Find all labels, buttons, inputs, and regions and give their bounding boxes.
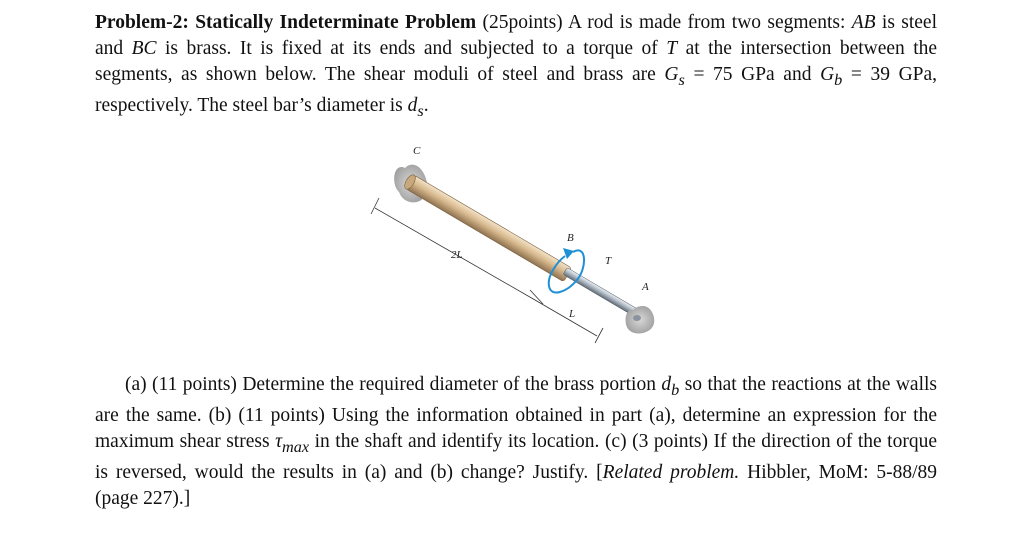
shaft-end-a — [633, 315, 641, 321]
label-a: A — [642, 281, 649, 293]
question-a-tail: so that the reactions at the walls are the same. — [95, 374, 938, 426]
statement-text: is brass. It is fixed at its ends and subjected to a torque of — [165, 38, 658, 59]
label-2l: 2L — [451, 249, 463, 261]
question-a: (a) (11 points) Determine the required diameter of the brass portion — [125, 374, 656, 395]
shaft-figure — [365, 140, 665, 355]
segment-bc: BC — [131, 38, 157, 59]
shaft-diagram — [365, 140, 665, 355]
statement-text: = 75 GPa and — [693, 64, 812, 85]
statement-text: . — [423, 94, 429, 116]
statement-text: = 39 GPa, respectively. The steel bar’s diameter is — [95, 64, 938, 116]
label-t: T — [605, 255, 612, 267]
steel-diameter: $d_s$ — [407, 94, 424, 120]
problem-statement — [95, 10, 937, 124]
max-shear-stress: $\tau_{max}$ — [275, 430, 310, 456]
label-c: C — [413, 145, 421, 157]
statement-text: is steel and — [95, 12, 937, 59]
label-b: B — [567, 232, 574, 244]
questions — [95, 372, 937, 512]
torque-symbol: T — [666, 38, 678, 59]
question-b-tail: in the shaft and identify its location. — [314, 430, 600, 452]
segment-ab: AB — [851, 12, 876, 33]
question-c: (c) (3 points) If the direction of the torque is reversed, would the results in (a) and (b) change? Justify. — [95, 430, 937, 483]
statement-text: at the intersection between the segments, as shown below. The shear moduli of steel and brass are — [95, 38, 938, 85]
brass-diameter: $d_b$ — [661, 374, 680, 399]
shear-modulus-steel: $G_s$ — [664, 64, 685, 89]
label-l: L — [569, 308, 576, 320]
reference: [Related problem. Hibbler, MoM: 5-88/89 (page 227).] — [95, 461, 938, 509]
brass-segment-bc — [402, 173, 571, 282]
statement-text: A rod is made from two segments: — [567, 12, 846, 33]
problem-points: (25points) — [482, 12, 563, 33]
shear-modulus-brass: $G_b$ — [820, 64, 843, 89]
problem-title: Problem-2: Statically Indeterminate Problem — [95, 12, 477, 33]
question-b: (b) (11 points) Using the information obtained in part (a), determine an expression for the maximum shear stress — [95, 404, 938, 452]
